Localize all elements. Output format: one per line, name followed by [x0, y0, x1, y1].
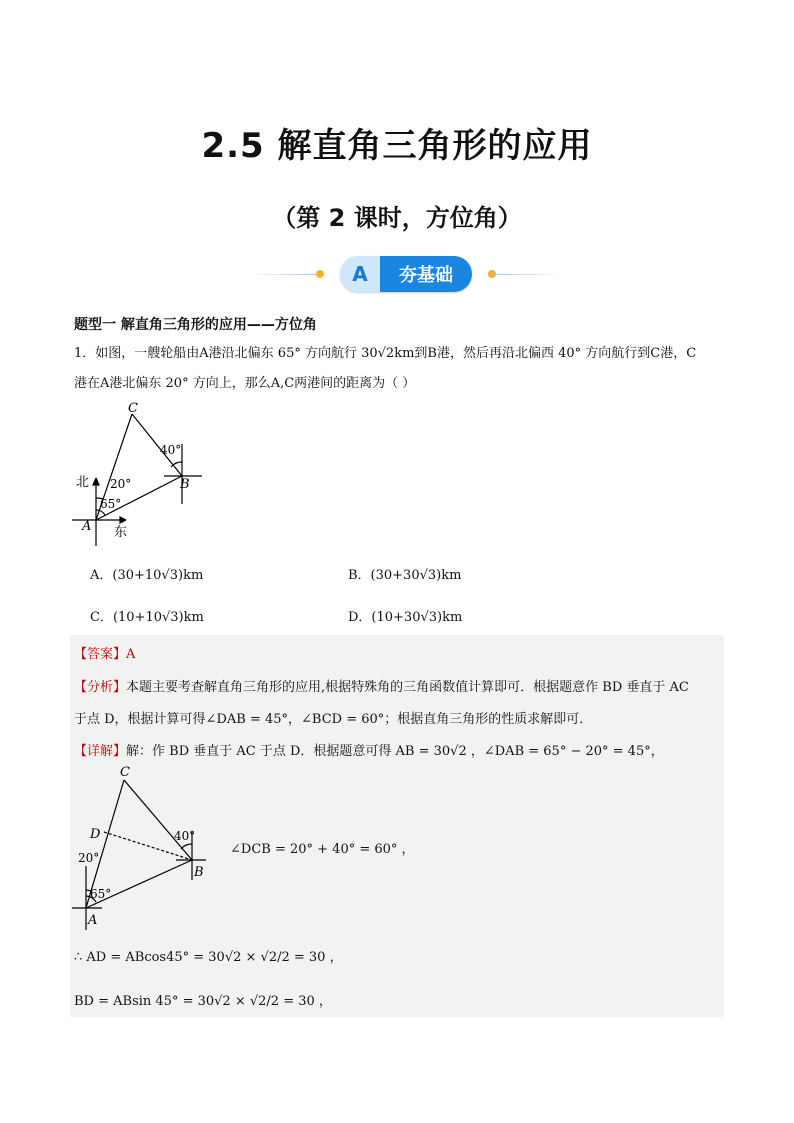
answer-row [74, 643, 135, 662]
analysis-tag: 【分析】 [74, 680, 127, 695]
option-c[interactable]: C．(10+10√3)km [90, 610, 204, 625]
fig2-angle-20: 20° [78, 851, 100, 865]
figure-2 [72, 762, 222, 932]
fig1-angle-20: 20° [110, 477, 132, 491]
detail-row-1 [74, 740, 664, 759]
fig2-label-C: C [120, 765, 130, 780]
question-line-1: 1．如图，一艘轮船由A港沿北偏东 65° 方向航行 30√2km到B港，然后再沿北偏西 40° 方向航行到C港，C [74, 346, 697, 361]
answer-value: A [126, 647, 136, 662]
analysis-text-1: 本题主要考查解直角三角形的应用,根据特殊角的三角函数值计算即可．根据题意作 BD 垂直于 AC [126, 680, 689, 695]
page-title: 2.5 解直角三角形的应用 [201, 126, 593, 166]
decor-line-right [492, 274, 562, 275]
decor-dot-left [316, 270, 324, 278]
detail-dcb: ∠DCB = 20° + 40° = 60° ， [230, 842, 415, 857]
fig1-label-A: A [82, 519, 92, 534]
answer-tag: 【答案】 [74, 647, 127, 662]
fig1-label-C: C [128, 401, 138, 416]
fig1-angle-65: 65° [100, 497, 122, 511]
question-line-2: 港在A港北偏东 20° 方向上，那么A,C两港间的距离为（ ） [74, 376, 416, 391]
fig1-east: 东 [114, 525, 128, 540]
fig1-north: 北 [76, 475, 90, 490]
fig2-angle-65: 65° [90, 887, 112, 901]
fig2-label-A: A [88, 913, 98, 928]
analysis-text-2: 于点 D，根据计算可得∠DAB = 45°，∠BCD = 60°；根据直角三角形的性质求解即可． [74, 712, 593, 727]
decor-line-left [250, 274, 320, 275]
figure-1 [70, 400, 210, 550]
detail-text-1: 解：作 BD 垂直于 AC 于点 D．根据题意可得 AB = 30√2 ，∠DAB = 65° − 20° = 45°， [126, 744, 664, 759]
analysis-row-1 [74, 676, 689, 695]
badge-letter: A [340, 256, 380, 292]
option-a[interactable]: A．(30+10√3)km [90, 568, 204, 583]
fig1-label-B: B [180, 477, 190, 492]
option-d[interactable]: D．(10+30√3)km [348, 610, 463, 625]
option-b[interactable]: B．(30+30√3)km [348, 568, 462, 583]
detail-ad: ∴ AD = ABcos45° = 30√2 × √2/2 = 30 ， [74, 950, 343, 965]
detail-tag: 【详解】 [74, 744, 127, 759]
fig2-label-B: B [194, 865, 204, 880]
fig2-label-D: D [90, 827, 101, 842]
detail-bd: BD = ABsin 45° = 30√2 × √2/2 = 30 ， [74, 994, 332, 1009]
badge-label: 夯基础 [380, 256, 472, 292]
level-badge [340, 256, 472, 292]
fig1-angle-40: 40° [160, 443, 182, 457]
section-title: 题型一 解直角三角形的应用——方位角 [74, 317, 317, 333]
page-subtitle: （第 2 课时，方位角） [272, 204, 522, 232]
fig2-angle-40: 40° [174, 829, 196, 843]
